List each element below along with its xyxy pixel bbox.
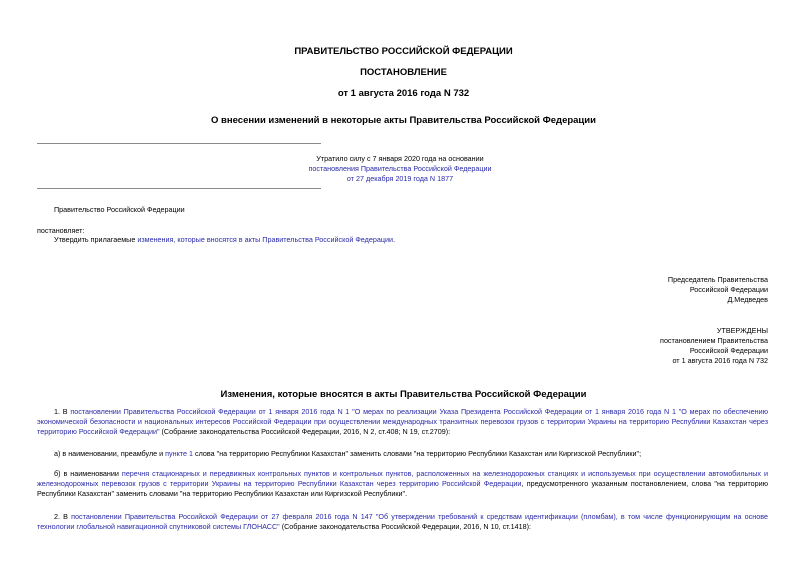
item-2-link[interactable]: постановлении Правительства Российской Федерации от 27 февраля 2016 года N 147 "Об утверждении требований к средствам идентификации (пломбам), в том числе функционирующим на основе технологии глобальной навигационной спутниковой системы ГЛОНАСС" xyxy=(37,512,768,531)
body-government: Правительство Российской Федерации xyxy=(54,205,185,214)
item-1a: а) в наименовании, преамбуле и пункте 1 слова "на территорию Республики Казахстан" заменить словами "на территорию Республики Казахстан или Киргизской Республики"; xyxy=(54,449,642,458)
item-1-link[interactable]: постановлении Правительства Российской Федерации от 1 января 2016 года N 1 "О мерах по реализации Указа Президента Российской Федерации от 1 января 2016 года N 1 "О мерах по обеспечению экономической безопасности и национальных интересов Российской Федерации при осуществлении международных транзитных перевозок грузов с территории Украины на территорию Республики Казахстан через территорию Российской Федерации" xyxy=(37,407,768,436)
approval-heading: УТВЕРЖДЕНЫ xyxy=(716,326,768,335)
changes-link[interactable]: изменения, которые вносятся в акты Правительства Российской Федерации xyxy=(137,235,393,244)
approval-line-2: постановлением Правительства xyxy=(660,336,768,345)
government-heading: ПРАВИТЕЛЬСТВО РОССИЙСКОЙ ФЕДЕРАЦИИ xyxy=(294,46,513,57)
repeal-notice-link[interactable]: постановления Правительства Российской Федерации xyxy=(308,164,492,173)
approval-line-3: Российской Федерации xyxy=(689,346,768,355)
approval-line-4: от 1 августа 2016 года N 732 xyxy=(672,356,768,365)
item-1: 1. В постановлении Правительства Российской Федерации от 1 января 2016 года N 1 "О мерах по реализации Указа Президента Российской Федерации от 1 января 2016 года N 1 "О мерах по обеспечению экономической безопасности и национальных интересов Российской Федерации при осуществлении международных транзитных перевозок грузов с территории Украины на территорию Республики Казахстан через территорию Российской Федерации" (Собрание законодательства Российской Федерации, 2016, N 2, ст.408; N 19, ст.2709): xyxy=(37,407,768,436)
item-2: 2. В постановлении Правительства Российской Федерации от 27 февраля 2016 года N 147 "Об утверждении требований к средствам идентификации (пломбам), в том числе функционирующим на основе технологии глобальной навигационной спутниковой системы ГЛОНАСС" (Собрание законодательства Российской Федерации, 2016, N 10, ст.1418): xyxy=(37,512,768,531)
changes-title: Изменения, которые вносятся в акты Правительства Российской Федерации xyxy=(220,389,587,400)
signature-position: Председатель Правительства xyxy=(667,275,768,284)
body-approve: Утвердить прилагаемые изменения, которые вносятся в акты Правительства Российской Федерации. xyxy=(54,235,395,244)
repeal-notice xyxy=(280,154,520,184)
document-title: О внесении изменений в некоторые акты Правительства Российской Федерации xyxy=(211,115,596,126)
signature-position-2: Российской Федерации xyxy=(689,285,768,294)
repeal-notice-link-date[interactable]: от 27 декабря 2019 года N 1877 xyxy=(346,174,454,183)
approval-block xyxy=(560,326,768,366)
item-1b-link[interactable]: перечня стационарных и передвижных контрольных пунктов и контрольных пунктов, расположенных на железнодорожных станциях и используемых при осуществлении автомобильных и железнодорожных перевозок грузов с территории Украины на территорию Республики Казахстан через территорию Российской Федерации xyxy=(37,469,768,488)
signature-name: Д.Медведев xyxy=(727,295,768,304)
repeal-notice-text: Утратило силу с 7 января 2020 года на основании xyxy=(316,154,484,163)
item-1b: б) в наименовании перечня стационарных и передвижных контрольных пунктов и контрольных пунктов, расположенных на железнодорожных станциях и используемых при осуществлении автомобильных и железнодорожных перевозок грузов с территории Украины на территорию Республики Казахстан через территорию Российской Федерации, предусмотренного указанным постановлением, слова "на территорию Республики Казахстан" заменить словами "на территорию Республики Казахстан или Киргизской Республики". xyxy=(37,469,769,498)
document-date-number: от 1 августа 2016 года N 732 xyxy=(337,88,470,99)
signature-block xyxy=(560,275,768,305)
divider-bottom xyxy=(37,188,321,189)
body-resolves: постановляет: xyxy=(37,226,85,235)
document-type: ПОСТАНОВЛЕНИЕ xyxy=(360,67,447,78)
item-1a-link[interactable]: пункте 1 xyxy=(165,449,194,458)
divider-top xyxy=(37,143,321,144)
